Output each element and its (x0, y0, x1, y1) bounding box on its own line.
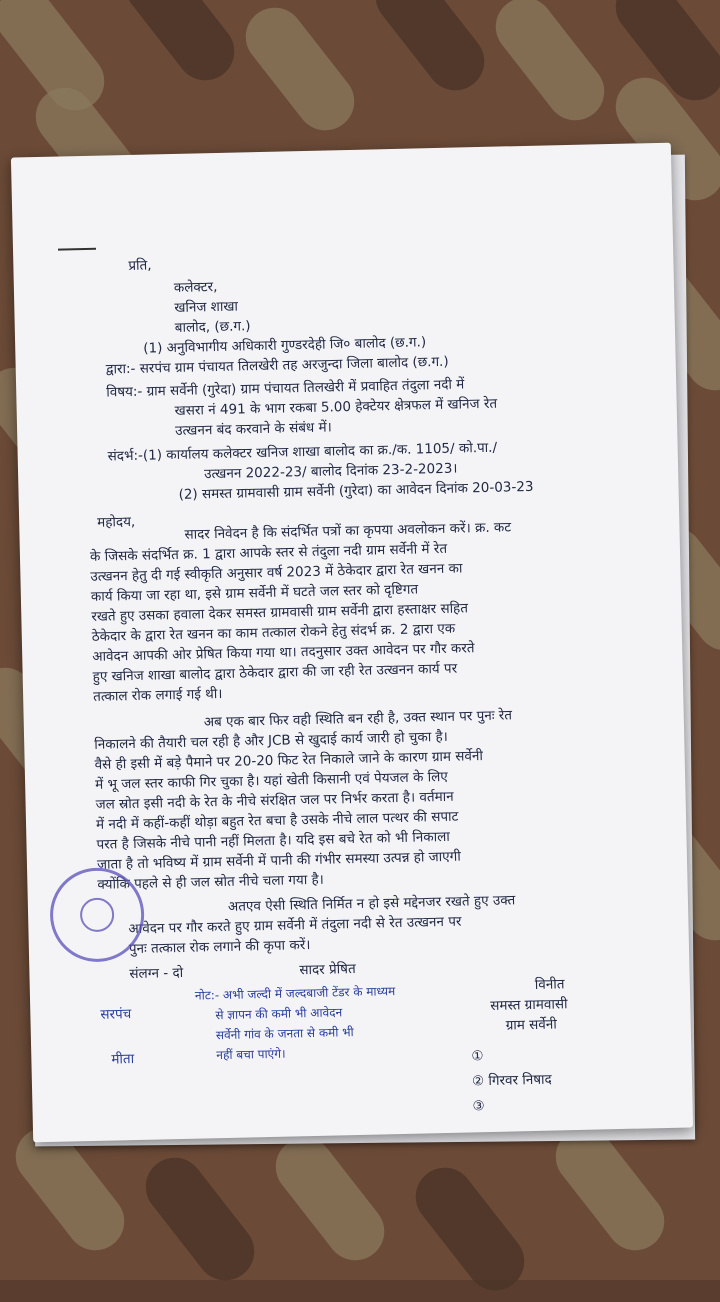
closing: सादर प्रेषित (299, 961, 356, 979)
para3-line: पुनः तत्काल रोक लगाने की कृपा करें। (128, 937, 311, 958)
para1-line: तत्काल रोक लगाई गई थी। (92, 685, 223, 705)
para1-line: रखते हुए उसका हवाला देकर समस्त ग्रामवासी ग्राम सर्वेनी द्वारा हस्ताक्षर सहित (91, 600, 469, 625)
sign-block-line: ग्राम सर्वेनी (505, 1016, 558, 1034)
subject-line: खसरा नं 491 के भाग रकबा 5.00 हेक्टेयर क्षेत्रफल में खनिज रेत (174, 395, 498, 419)
para2-line: वैसे ही इसी में बड़े पैमाने पर 20-20 फिट रेत निकाले जाने के कारण ग्राम सर्वेनी (94, 748, 484, 773)
para1-line: उत्खनन हेतु दी गई स्वीकृति अनुसार वर्ष 2023 में ठेकेदार द्वारा रेत खनन का (90, 560, 463, 585)
floor-tile (114, 0, 246, 92)
letter-page (11, 143, 693, 1143)
salutation-to: प्रति, (128, 257, 152, 274)
greeting: महोदय, (97, 513, 136, 531)
para1-line: आवेदन आपकी ओर प्रेषित किया गया था। तदनुसार उक्त आवेदन पर गौर करते (92, 640, 475, 665)
para2-line: जल स्रोत इसी नदी के रेत के नीचे संरक्षित जल पर निर्भर करता है। वर्तमान (95, 788, 454, 813)
sign-block-line: समस्त ग्रामवासी (490, 996, 568, 1014)
floor-tile (264, 1126, 396, 1272)
signature-line: ② गिरवर निषाद (471, 1071, 552, 1090)
floor-tile (134, 1146, 266, 1292)
para1-line: सादर निवेदन है कि संदर्भित पत्रों का कृपया अवलोकन करें। क्र. कट (184, 519, 512, 543)
subject-line: विषय:- ग्राम सर्वेनी (गुरेदा) ग्राम पंचायत तिलखेरी में प्रवाहित तंदुला नदी में (106, 376, 465, 401)
para1-line: कार्य किया जा रहा था, इसे ग्राम सर्वेनी में घटते जल स्तर को दृष्टिगत (90, 581, 419, 605)
para2-line: में नदी में कहीं-कहीं थोड़ा बहुत रेत बचा है उसके नीचे लाल पत्थर की सपाट (95, 808, 459, 833)
via-sarpanch: द्वारा:- सरपंच ग्राम पंचायत तिलखेरी तह अरजुन्दा जिला बालोद (छ.ग.) (105, 353, 449, 378)
blue-note-left: सरपंच (100, 1006, 132, 1023)
blue-note-line: नहीं बचा पाएंगे। (216, 1046, 286, 1063)
reference-line: उत्खनन 2022-23/ बालोद दिनांक 23-2-2023। (203, 460, 458, 483)
floor-tile (404, 1156, 536, 1302)
to-line: कलेक्टर, (173, 278, 218, 296)
margin-mark (58, 248, 96, 251)
reference-line: (2) समस्त ग्रामवासी ग्राम सर्वेनी (गुरेदा) का आवेदन दिनांक 20-03-23 (178, 478, 534, 503)
para1-line: ठेकेदार के द्वारा रेत खनन का काम तत्काल रोकने हेतु संदर्भ क्र. 2 द्वारा एक (91, 620, 456, 645)
to-line: बालोद, (छ.ग.) (174, 318, 251, 336)
via-sdo: (1) अनुविभागीय अधिकारी गुण्डरदेही जि० बालोद (छ.ग.) (143, 334, 427, 357)
blue-note-line: सर्वेनी गांव के जनता से कमी भी (215, 1025, 354, 1043)
floor-tile (234, 0, 366, 142)
blue-note-line: नोट:- अभी जल्दी में जल्दबाजी टेंडर के माध्यम (194, 984, 396, 1003)
blue-note-line: से ज्ञापन की कमी भी आवेदन (215, 1005, 343, 1023)
reference-line: संदर्भ:-(1) कार्यालय कलेक्टर खनिज शाखा बालोद का क्र./क. 1105/ को.पा./ (107, 439, 498, 465)
para1-line: हुए खनिज शाखा बालोद द्वारा ठेकेदार द्वारा की जा रही रेत उत्खनन कार्य पर (92, 660, 458, 685)
para2-line: में भू जल स्तर काफी गिर चुका है। यहां खेती किसानी एवं पेयजल के लिए (94, 768, 448, 793)
to-line: खनिज शाखा (174, 298, 239, 316)
para2-line: जाता है तो भविष्य में ग्राम सर्वेनी में पानी की गंभीर समस्या उत्पन्न हो जाएगी (96, 848, 461, 873)
para2-line: क्योंकि पहले से ही जल स्रोत नीचे चला गया है। (97, 871, 324, 893)
sign-block-line: विनीत (534, 976, 565, 993)
para3-line: अतएव ऐसी स्थिति निर्मित न हो इसे मद्देनजर रखते हुए उक्त (227, 892, 516, 915)
para2-line: परत है जिसके नीचे पानी नहीं मिलता है। यदि इस बचे रेत को भी निकाला (96, 828, 450, 853)
floor-tile (364, 0, 496, 102)
blue-note-left: मीता (111, 1051, 135, 1068)
para2-line: अब एक बार फिर वही स्थिति बन रही है, उक्त स्थान पर पुनः रेत (203, 707, 513, 731)
seal-emblem-icon (80, 897, 115, 932)
signature-line: ① (471, 1048, 484, 1065)
subject-line: उत्खनन बंद करवाने के संबंध में। (174, 419, 332, 439)
floor-tile (484, 0, 616, 132)
para3-line: आवेदन पर गौर करते हुए ग्राम सर्वेनी में तंदुला नदी से रेत उत्खनन पर (128, 913, 462, 938)
para2-line: निकालने की तैयारी चल रही है और JCB से खुदाई कार्य जारी हो चुका है। (94, 728, 448, 753)
signature-line: ③ (472, 1098, 485, 1115)
enclosure: संलग्न - दो (129, 964, 184, 983)
para1-line: के जिसके संदर्भित क्र. 1 द्वारा आपके स्तर से तंदुला नदी ग्राम सर्वेनी में रेत (89, 540, 448, 565)
